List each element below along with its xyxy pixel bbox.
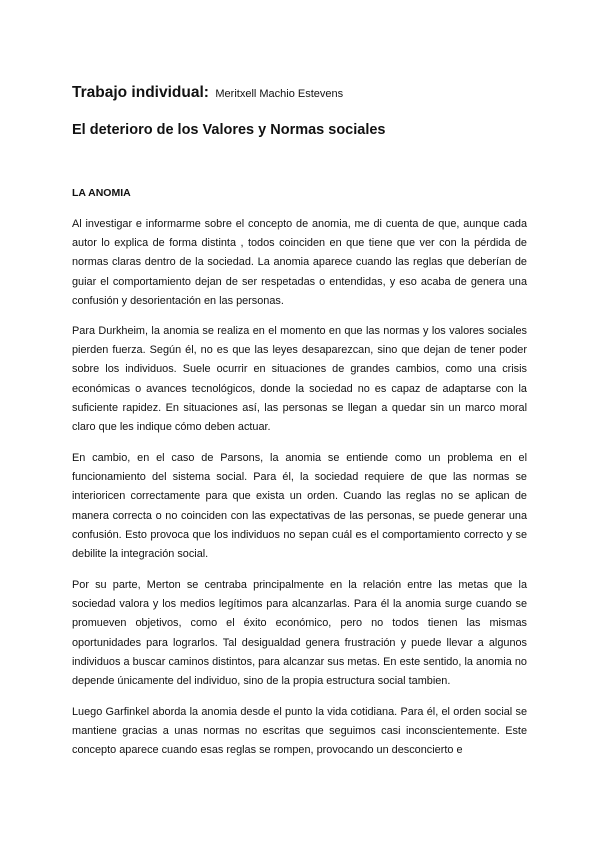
section-heading: LA ANOMIA <box>72 187 131 199</box>
document-header <box>72 84 343 102</box>
document-title: El deterioro de los Valores y Normas sociales <box>72 122 386 138</box>
paragraph-parsons: En cambio, en el caso de Parsons, la anomia se entiende como un problema en el funcionamiento del sistema social. Para él, la sociedad requiere de que las normas se interioricen correctamente para que exista un orden. Cuando las reglas no se aplican de manera correcta o no coinciden con las expectativas de las personas, se puede generar una confusión. Esto provoca que los individuos no sepan cuál es el comportamiento correcto y se debilite la integración social. <box>72 452 527 561</box>
paragraph-intro: Al investigar e informarme sobre el concepto de anomia, me di cuenta de que, aunque cada autor lo explica de forma distinta , todos coinciden en que tiene que ver con la pérdida de normas claras dentro de la sociedad. La anomia aparece cuando las reglas que deberían de guiar el comportamiento dejan de ser respetadas o entendidas, y eso acaba de genera una confusión y desorientación en las personas. <box>72 218 527 307</box>
author-name: Meritxell Machio Estevens <box>215 88 344 100</box>
paragraph-merton: Por su parte, Merton se centraba principalmente en la relación entre las metas que la sociedad valora y los medios legítimos para alcanzarlas. Para él la anomia surge cuando se promueven objetivos, como el éxito económico, pero no todos tienen las mismas oportunidades para lograrlos. Tal desigualdad genera frustración y puede llevar a algunos individuos a buscar caminos distintos, para alcanzar sus metas. En este sentido, la anomia no depende únicamente del individuo, sino de la propia estructura social tambien. <box>72 579 527 688</box>
assignment-label: Trabajo individual: <box>72 84 209 101</box>
paragraph-garfinkel: Luego Garfinkel aborda la anomia desde el punto la vida cotidiana. Para él, el orden social se mantiene gracias a unas normas no escritas que seguimos casi inconscientemente. Este concepto aparece cuando esas reglas se rompen, provocando un desconcierto e <box>72 706 527 757</box>
paragraph-durkheim: Para Durkheim, la anomia se realiza en el momento en que las normas y los valores sociales pierden fuerza. Según él, no es que las leyes desaparezcan, sino que dejan de tener poder sobre los individuos. Suele ocurrir en situaciones de grandes cambios, como una crisis económicas o avances tecnológicos, donde la sociedad no es capaz de adaptarse con la suficiente rapidez. En situaciones así, las personas se llegan a quedar sin un marco moral claro que les indique cómo deben actuar. <box>72 325 527 434</box>
